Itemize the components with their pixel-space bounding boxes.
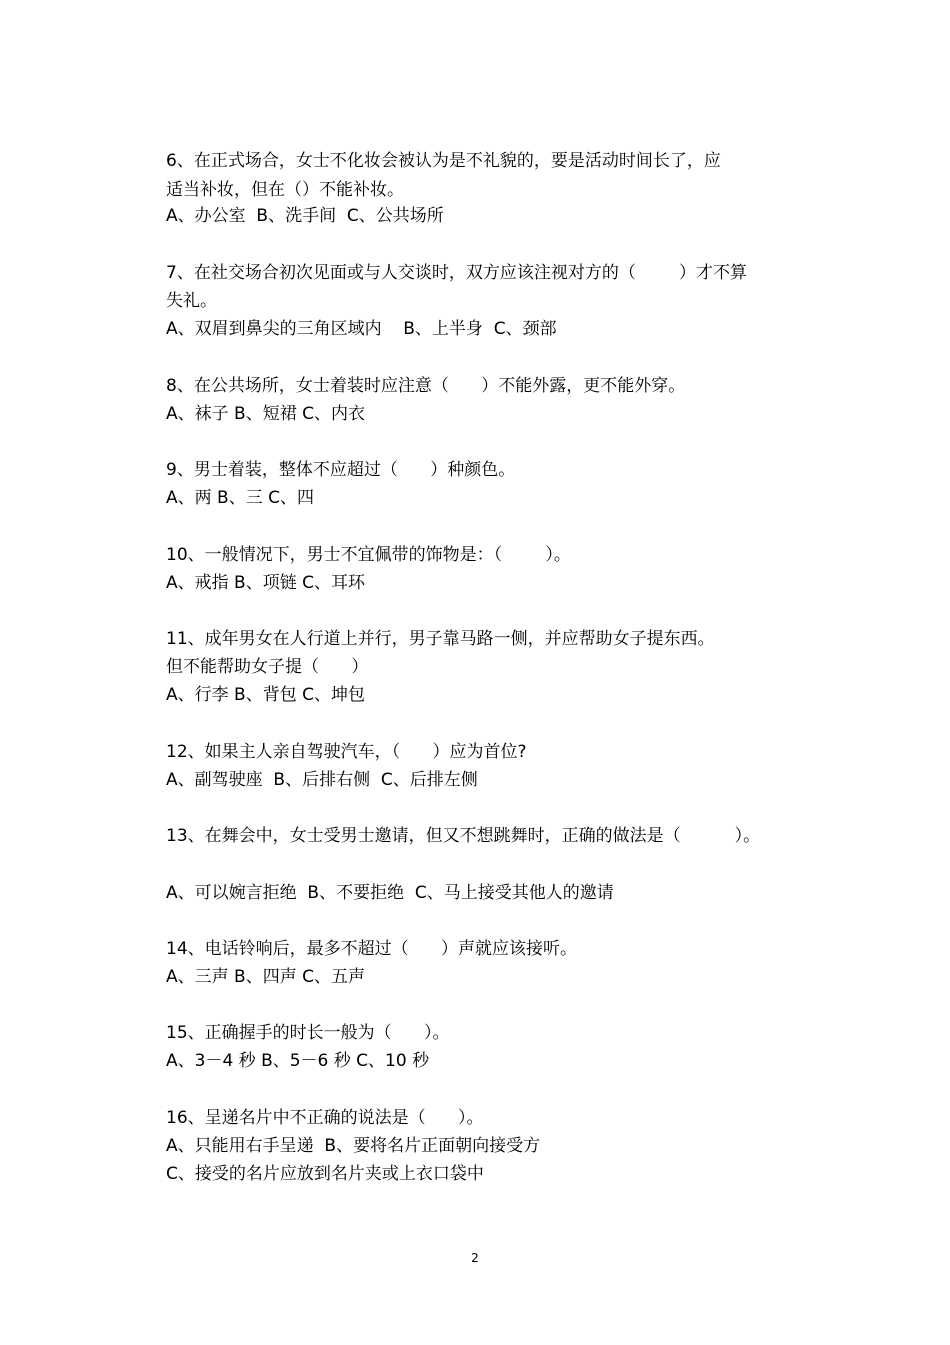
question-8-options: A、袜子 B、短裙 C、内衣 — [166, 404, 365, 424]
question-9-line-1: 9、男士着装，整体不应超过（ ）种颜色。 — [166, 460, 516, 480]
question-11-options: A、行李 B、背包 C、坤包 — [166, 685, 365, 705]
question-11-line-1: 11、成年男女在人行道上并行，男子靠马路一侧，并应帮助女子提东西。 — [166, 629, 715, 649]
question-12-line-1: 12、如果主人亲自驾驶汽车，（ ）应为首位? — [166, 742, 527, 762]
question-7-options: A、双眉到鼻尖的三角区域内 B、上半身 C、颈部 — [166, 319, 557, 339]
question-16-option-line-2: C、接受的名片应放到名片夹或上衣口袋中 — [166, 1164, 484, 1184]
question-15-line-1: 15、正确握手的时长一般为（ ）。 — [166, 1023, 450, 1043]
question-11-line-2: 但不能帮助女子提（ ） — [166, 657, 369, 677]
question-14-options: A、三声 B、四声 C、五声 — [166, 967, 365, 987]
question-14-line-1: 14、电话铃响后，最多不超过（ ）声就应该接听。 — [166, 939, 578, 959]
question-12-options: A、副驾驶座 B、后排右侧 C、后排左侧 — [166, 770, 478, 790]
question-13-line-1: 13、在舞会中，女士受男士邀请，但又不想跳舞时，正确的做法是（ ）。 — [166, 826, 761, 846]
page-number: 2 — [471, 1251, 479, 1265]
question-16-line-1: 16、呈递名片中不正确的说法是（ ）。 — [166, 1108, 484, 1128]
question-7-line-2: 失礼。 — [166, 291, 217, 311]
question-15-options: A、3－4 秒 B、5－6 秒 C、10 秒 — [166, 1051, 430, 1071]
question-13-options: A、可以婉言拒绝 B、不要拒绝 C、马上接受其他人的邀请 — [166, 883, 614, 903]
question-6-line-2: 适当补妆，但在（）不能补妆。 — [166, 180, 404, 200]
question-7-line-1: 7、在社交场合初次见面或与人交谈时，双方应该注视对方的（ ）才不算 — [166, 263, 748, 283]
question-8-line-1: 8、在公共场所，女士着装时应注意（ ）不能外露，更不能外穿。 — [166, 376, 686, 396]
question-10-line-1: 10、一般情况下，男士不宜佩带的饰物是：（ ）。 — [166, 545, 571, 565]
question-10-options: A、戒指 B、项链 C、耳环 — [166, 573, 365, 593]
question-6-line-1: 6、在正式场合，女士不化妆会被认为是不礼貌的，要是活动时间长了，应 — [166, 151, 721, 171]
question-16-option-line-1: A、只能用右手呈递 B、要将名片正面朝向接受方 — [166, 1136, 541, 1156]
question-6-options: A、办公室 B、洗手间 C、公共场所 — [166, 206, 444, 226]
question-9-options: A、两 B、三 C、四 — [166, 488, 314, 508]
